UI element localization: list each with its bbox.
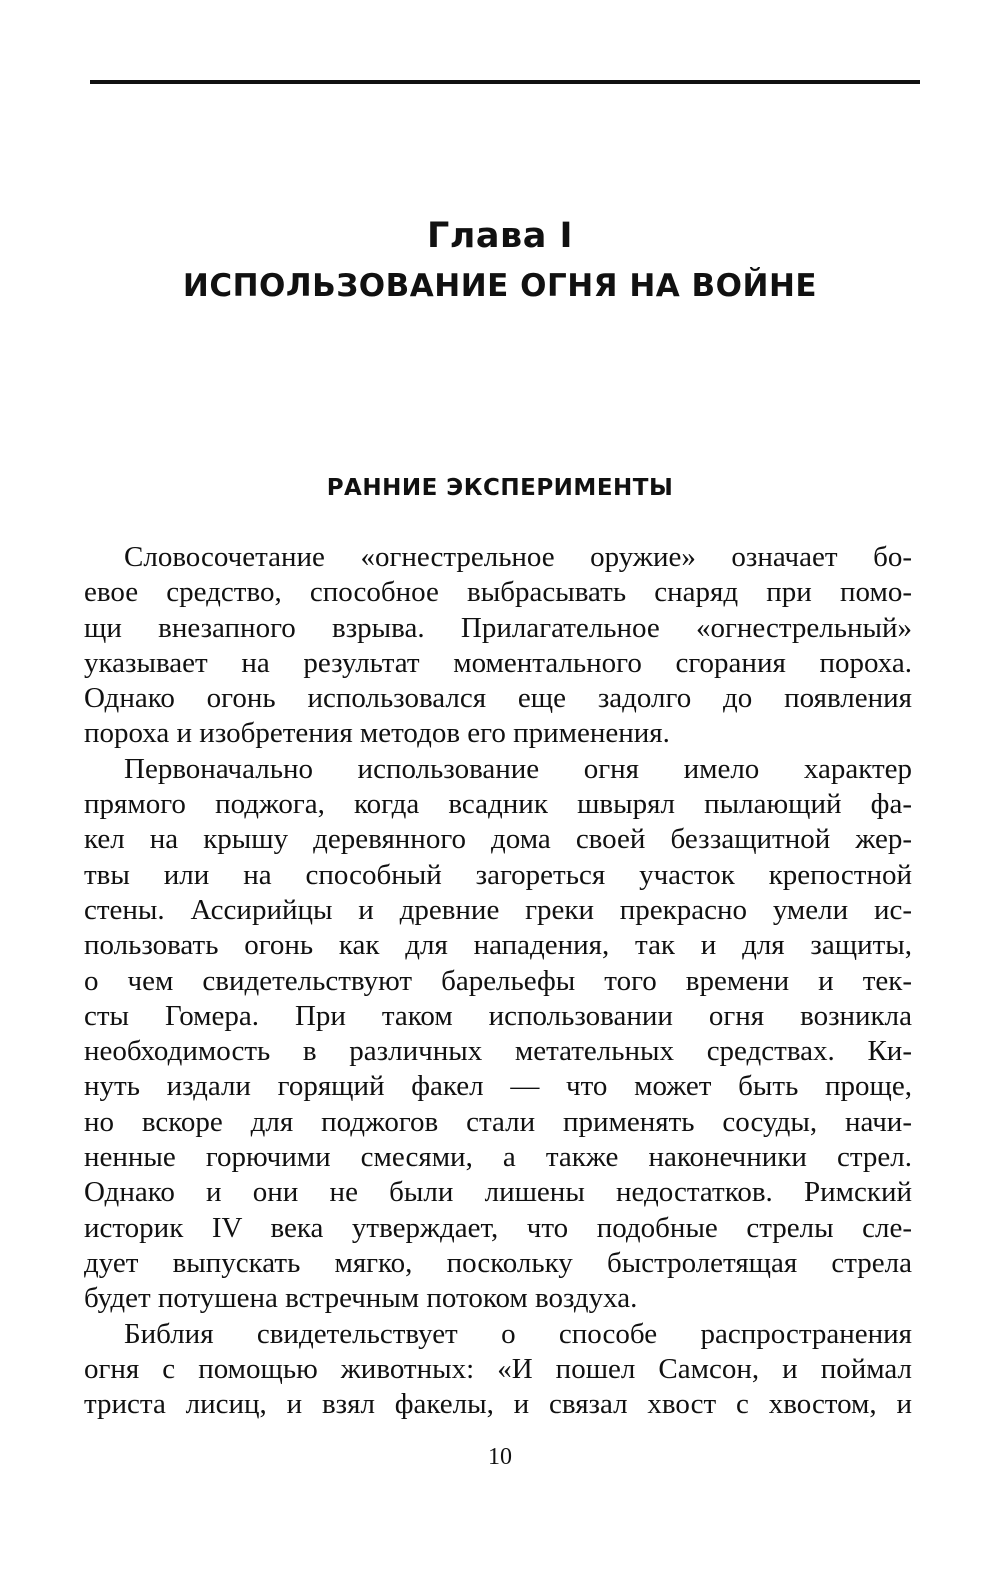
text-line: Однако огонь использовался еще задолго до появления: [84, 682, 912, 715]
text-line: пользовать огонь как для нападения, так и для защиты,: [84, 929, 912, 962]
page-number: 10: [488, 1444, 512, 1470]
chapter-title: ИСПОЛЬЗОВАНИЕ ОГНЯ НА ВОЙНЕ: [182, 268, 818, 304]
text-line: щи внезапного взрыва. Прилагательное «огнестрельный»: [84, 611, 912, 644]
text-line: твы или на способный загореться участок крепостной: [84, 858, 912, 891]
text-line: необходимость в различных метательных средствах. Ки-: [84, 1035, 912, 1068]
paragraph-3: [84, 1317, 912, 1423]
text-line: будет потушена встречным потоком воздуха.: [84, 1282, 638, 1315]
text-line: кел на крышу деревянного дома своей беззащитной жер-: [84, 823, 912, 856]
text-line: Однако и они не были лишены недостатков. Римский: [84, 1176, 912, 1209]
top-rule: [90, 80, 920, 84]
text-line: стены. Ассирийцы и древние греки прекрасно умели ис-: [84, 893, 912, 926]
text-line: Словосочетание «огнестрельное оружие» означает бо-: [124, 541, 912, 573]
body-text: [84, 540, 912, 1422]
text-line: огня с помощью животных: «И пошел Самсон, и поймал: [84, 1352, 912, 1385]
text-line: о чем свидетельствуют барельефы того времени и тек-: [84, 964, 912, 997]
text-line: дует выпускать мягко, поскольку быстролетящая стрела: [84, 1246, 912, 1279]
text-line: сты Гомера. При таком использовании огня возникла: [84, 999, 912, 1032]
text-line: историк IV века утверждает, что подобные стрелы сле-: [84, 1211, 912, 1244]
text-line: триста лисиц, и взял факелы, и связал хвост с хвостом, и: [84, 1388, 912, 1421]
text-line: Первоначально использование огня имело характер: [124, 752, 912, 785]
section-heading: РАННИЕ ЭКСПЕРИМЕНТЫ: [326, 475, 674, 501]
text-line: прямого поджога, когда всадник швырял пылающий фа-: [84, 788, 912, 821]
text-line: пороха и изобретения методов его применения.: [84, 717, 670, 750]
text-line: нуть издали горящий факел — что может быть проще,: [84, 1070, 912, 1103]
text-line: указывает на результат моментального сгорания пороха.: [84, 646, 912, 679]
text-line: Библия свидетельствует о способе распространения: [124, 1317, 912, 1350]
chapter-label: Глава I: [426, 216, 574, 256]
paragraph-2: [84, 752, 912, 1317]
paragraph-1: [84, 540, 912, 752]
text-line: евое средство, способное выбрасывать снаряд при помо-: [84, 576, 912, 609]
text-line: ненные горючими смесями, а также наконечники стрел.: [84, 1141, 912, 1174]
text-line: но вскоре для поджогов стали применять сосуды, начи-: [84, 1105, 912, 1138]
